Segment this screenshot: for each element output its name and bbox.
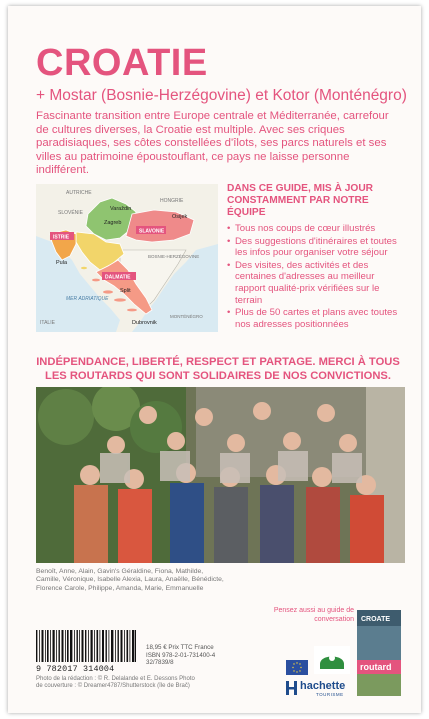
map-label-zagreb: Zagreb: [104, 220, 122, 226]
companion-book-brand: routard: [360, 662, 392, 672]
map-label-montenegro: MONTÉNÉGRO: [170, 314, 203, 319]
publisher-sub: TOURISME: [316, 692, 344, 697]
map-label-sea: MER ADRIATIQUE: [66, 296, 109, 302]
map-label-osijek: Osijek: [172, 214, 188, 220]
publisher-name: hachette: [300, 680, 346, 692]
eu-flag-logo: [286, 660, 308, 675]
companion-note: Pensez aussi au guide de conversation: [273, 607, 354, 623]
price-line: 18,95 € Prix TTC France: [146, 644, 214, 651]
price-block: [146, 644, 256, 667]
barcode: [36, 630, 136, 662]
companion-book-cover: [357, 610, 401, 696]
cover-title: CROATIE: [36, 42, 208, 84]
barcode-digits: 9 782017 314004: [36, 664, 115, 674]
team-names: Benoît, Anne, Alain, Gavin's Géraldine, Fiona, Mathilde, Camille, Véronique, Isabelle Alexia, Laura, Anaëlle, Bénédicte, Florence Carole, Philippe, Amanda, Marie, Emmanuelle: [36, 568, 224, 592]
guide-item: • Des visites, des activités et des centaines d'adresses au meilleur rapport qualité-prix vérifiées sur le terrain: [227, 259, 380, 306]
intro-text: Fascinante transition entre Europe centrale et Méditerranée, carrefour de cultures diverses, la Croatie est multiple. Avec ses criques paradisiaques, ses côtes constellées d'îlots, ses parcs naturels et ses villes au patrimoine époustouflant, ce pays ne laisse personne indifférent.: [36, 110, 389, 176]
reference-line: 32/7839/8: [146, 659, 174, 667]
map-label-varazdin: Varaždin: [110, 206, 132, 212]
map-label-slavonie: SLAVONIE: [139, 228, 165, 235]
guide-heading: DANS CE GUIDE, MIS À JOUR CONSTAMMENT PAR NOTRE ÉQUIPE: [227, 183, 374, 218]
map-label-dalmatie: DALMATIE: [105, 274, 131, 281]
companion-book-title: CROATE: [361, 616, 391, 623]
map-label-hungary: HONGRIE: [160, 198, 184, 204]
croatia-map: [36, 184, 218, 332]
isbn-line: ISBN 978-2-01-731400-4: [146, 651, 216, 659]
map-label-dubrovnik: Dubrovnik: [132, 320, 157, 326]
map-label-pula: Pula: [56, 260, 68, 266]
hachette-logo: [286, 680, 352, 696]
slogan: INDÉPENDANCE, LIBERTÉ, RESPECT ET PARTAGE. MERCI À TOUS LES ROUTARDS QUI SONT SOLIDAIRES DE NOS CONVICTIONS.: [36, 356, 400, 382]
map-label-bosnia: BOSNIE-HERZÉGOVINE: [148, 254, 200, 259]
guide-item: • Des suggestions d'itinéraires et toutes les infos pour organiser votre séjour: [227, 235, 397, 259]
map-label-split: Split: [120, 288, 131, 294]
guide-item: • Tous nos coups de cœur illustrés: [227, 223, 376, 234]
map-label-italy: ITALIE: [40, 320, 55, 326]
map-label-austria: AUTRICHE: [66, 190, 92, 196]
map-label-slovenia: SLOVÉNIE: [58, 210, 84, 216]
label-logo: [314, 646, 350, 674]
guide-item: • Plus de 50 cartes et plans avec toutes nos adresses positionnées: [227, 307, 398, 330]
guide-features: [227, 183, 405, 331]
photo-credits: Photo de la rédaction : © R. Delalande et E. Dessons Photo de couverture : © Dreamer4787/Shutterstock (île de Brač): [36, 676, 195, 690]
team-photo: [36, 387, 405, 563]
map-label-istrie: ISTRIE: [53, 234, 70, 241]
back-cover: [8, 6, 421, 713]
cover-subtitle: + Mostar (Bosnie-Herzégovine) et Kotor (Monténégro): [36, 87, 407, 104]
